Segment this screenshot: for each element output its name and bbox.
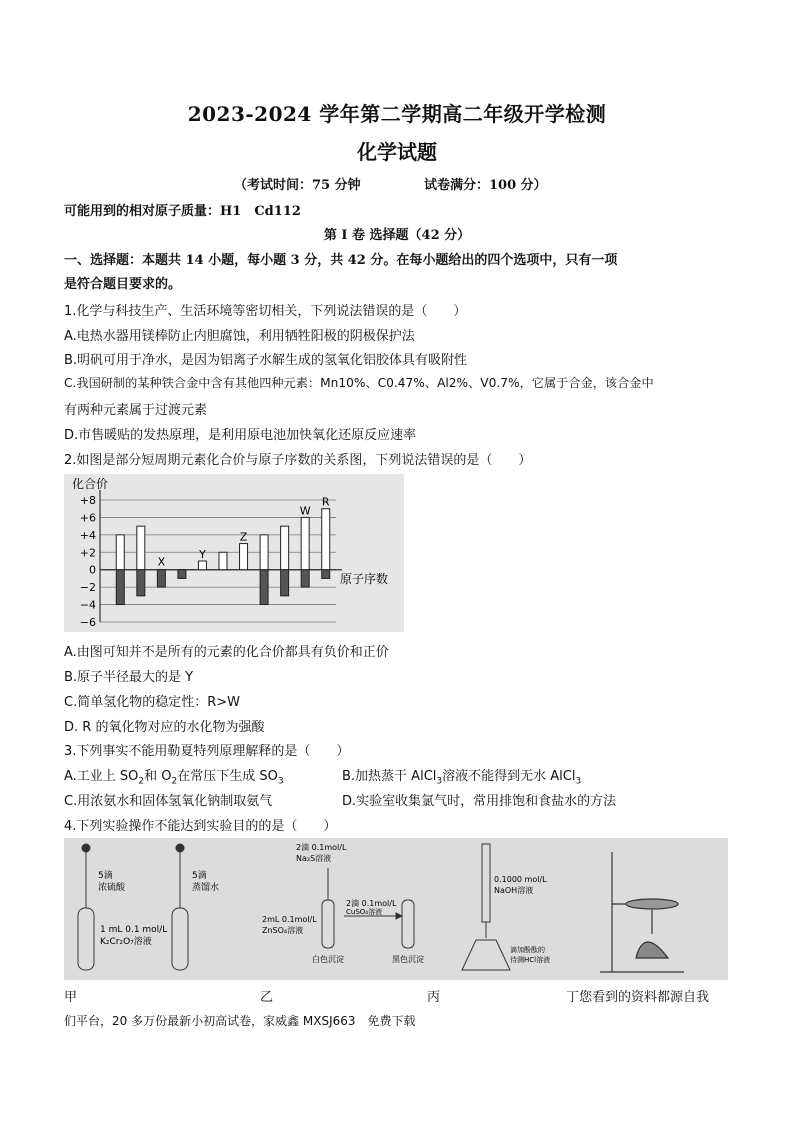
atomic-mass-note: 可能用到的相对原子质量：H1 Cd112 xyxy=(64,204,301,219)
jia-drop-2: 5滴 xyxy=(192,871,207,881)
y-tick-label: −4 xyxy=(79,598,96,612)
bar-label: W xyxy=(299,504,311,518)
jia-bulb-2 xyxy=(176,844,184,852)
yi-solution-2: ZnSO₄溶液 xyxy=(262,926,304,935)
question-1-option-d: D.市售暖贴的发热原理，是利用原电池加快氧化还原反应速率 xyxy=(64,428,417,443)
question-3-option-b xyxy=(342,765,581,787)
bar-negative xyxy=(281,570,289,596)
y-tick-label: 0 xyxy=(89,563,96,577)
bar-negative xyxy=(157,570,165,587)
jia-reagent-2: 蒸馏水 xyxy=(192,883,220,893)
bar-label: R xyxy=(321,495,330,509)
chart-xlabel: 原子序数 xyxy=(340,572,389,586)
yi-tube-1 xyxy=(322,900,334,948)
yi-white-precipitate: 白色沉淀 xyxy=(312,955,344,964)
jia-bulb-1 xyxy=(82,844,90,852)
bing-naoh: NaOH溶液 xyxy=(494,886,534,895)
bing-flask-label-2: 待测HCl溶液 xyxy=(510,956,551,964)
bar-label: X xyxy=(157,555,166,569)
jia-drop-1: 5滴 xyxy=(98,871,113,881)
question-2-option-c: C.简单氢化物的稳定性：R>W xyxy=(64,695,240,710)
bar-positive xyxy=(198,561,206,570)
bar-positive xyxy=(322,509,330,570)
q3b-text-1: B.加热蒸干 AlCl xyxy=(342,769,437,784)
bar-positive xyxy=(137,526,145,570)
experiment-figures-svg xyxy=(64,838,728,980)
yi-tube-2 xyxy=(402,900,414,948)
question-3-option-d: D.实验室收集氯气时，常用排饱和食盐水的方法 xyxy=(342,794,617,809)
bar-label: Y xyxy=(199,548,206,561)
q3a-sub-2: 2 xyxy=(171,776,178,787)
experiment-figures xyxy=(64,838,728,980)
chart-y-ticks xyxy=(80,494,96,629)
yi-arrow-label-1: 2滴 0.1mol/L xyxy=(346,899,397,908)
question-1-option-c-cont: 有两种元素属于过渡元素 xyxy=(64,403,208,418)
question-1-option-a: A.电热水器用镁棒防止内胆腐蚀，利用牺牲阳极的阴极保护法 xyxy=(64,329,415,344)
y-tick-label: +8 xyxy=(79,494,96,507)
question-4-stem: 4.下列实验操作不能达到实验目的的是（ ） xyxy=(64,819,337,834)
bing-concentration: 0.1000 mol/L xyxy=(494,875,547,884)
ding-lamp xyxy=(636,942,668,958)
y-tick-label: −2 xyxy=(79,581,96,595)
question-1-stem: 1.化学与科技生产、生活环境等密切相关，下列说法错误的是（ ） xyxy=(64,304,467,319)
q3a-text-1: A.工业上 SO xyxy=(64,769,139,784)
jia-tube-1 xyxy=(78,908,94,970)
q3b-sub-2: 3 xyxy=(575,776,582,787)
valence-chart-svg xyxy=(64,474,404,632)
yi-arrowhead xyxy=(396,913,402,919)
q3b-sub-1: 3 xyxy=(436,776,443,787)
bar-negative xyxy=(260,570,268,605)
question-1-option-c: C.我国研制的某种铁合金中含有其他四种元素：Mn10%、C0.47%、Al2%、V0.7%，它属于合金，该合金中 xyxy=(64,376,654,390)
bar-negative xyxy=(301,570,309,587)
chart-ylabel: 化合价 xyxy=(72,477,109,491)
bar-negative xyxy=(322,570,330,579)
bar-positive xyxy=(260,535,268,570)
exam-time: （考试时间：75 分钟 xyxy=(234,178,361,193)
yi-arrow-label-2: CuSO₄溶液 xyxy=(346,908,383,916)
chart-bars xyxy=(116,509,329,605)
figure-ding xyxy=(600,852,684,972)
y-tick-label: +4 xyxy=(79,528,96,542)
q3b-text-2: 溶液不能得到无水 AlCl xyxy=(442,769,576,784)
jia-solution-2: K₂Cr₂O₇溶液 xyxy=(100,937,152,947)
bar-negative xyxy=(116,570,124,605)
jia-tube-2 xyxy=(172,908,188,970)
q3a-text-2: 和 O xyxy=(144,769,172,784)
bar-negative xyxy=(178,570,186,579)
question-2-option-d: D. R 的氧化物对应的水化物为强酸 xyxy=(64,720,265,735)
bar-positive xyxy=(240,544,248,570)
y-tick-label: +2 xyxy=(79,546,96,560)
jia-solution-1: 1 mL 0.1 mol/L xyxy=(100,925,168,935)
yi-solution-1: 2mL 0.1mol/L xyxy=(262,915,317,924)
page-subtitle: 化学试题 xyxy=(357,140,437,164)
figure-label-ding: 丁您看到的资料都源自我 xyxy=(566,990,710,1005)
question-1-option-b: B.明矾可用于净水，是因为铝离子水解生成的氢氧化铝胶体具有吸附性 xyxy=(64,353,468,368)
figure-label-jia: 甲 xyxy=(64,990,78,1005)
figure-label-bing: 丙 xyxy=(427,990,441,1005)
figure-jia xyxy=(78,844,188,970)
instructions-line-2: 是符合题目要求的。 xyxy=(64,277,182,292)
yi-reagent: Na₂S溶液 xyxy=(296,854,332,863)
ding-evaporating-dish xyxy=(626,899,678,909)
y-tick-label: −6 xyxy=(79,616,96,629)
jia-reagent-1: 浓硫酸 xyxy=(98,883,126,893)
q3a-text-3: 在常压下生成 SO xyxy=(177,769,278,784)
bar-positive xyxy=(219,552,227,569)
bing-flask xyxy=(462,940,510,970)
bing-burette xyxy=(482,844,490,922)
bing-flask-label-1: 滴加酚酞的 xyxy=(510,946,545,954)
bar-positive xyxy=(301,517,309,569)
question-2-stem: 2.如图是部分短周期元素化合价与原子序数的关系图，下列说法错误的是（ ） xyxy=(64,453,532,468)
q3a-sub-3: 3 xyxy=(277,776,284,787)
full-score: 试卷满分：100 分） xyxy=(424,178,547,193)
figure-bing xyxy=(462,844,510,970)
yi-black-precipitate: 黑色沉淀 xyxy=(392,955,424,964)
bar-positive xyxy=(281,526,289,570)
page-title: 2023-2024 学年第二学期高二年级开学检测 xyxy=(187,102,607,126)
question-2-option-b: B.原子半径最大的是 Y xyxy=(64,670,194,685)
valence-chart xyxy=(64,474,404,632)
question-3-stem: 3.下列事实不能用勒夏特列原理解释的是（ ） xyxy=(64,744,350,759)
bar-negative xyxy=(137,570,145,596)
section-title: 第 I 卷 选择题（42 分） xyxy=(323,228,471,243)
y-tick-label: +6 xyxy=(79,511,96,525)
instructions-line-1: 一、选择题：本题共 14 小题，每小题 3 分，共 42 分。在每小题给出的四个选项中，只有一项 xyxy=(64,253,618,268)
q3a-sub-1: 2 xyxy=(138,776,145,787)
question-3-option-c: C.用浓氨水和固体氢氧化钠制取氨气 xyxy=(64,794,273,809)
footer-ad-text: 们平台，20 多万份最新小初高试卷，家威鑫 MXSJ663 免费下载 xyxy=(64,1014,416,1028)
question-3-option-a xyxy=(64,765,284,787)
question-2-option-a: A.由图可知并不是所有的元素的化合价都具有负价和正价 xyxy=(64,645,389,660)
figure-label-yi: 乙 xyxy=(260,990,274,1005)
bar-positive xyxy=(116,535,124,570)
bar-label: Z xyxy=(239,530,248,544)
yi-drop: 2滴 0.1mol/L xyxy=(296,843,347,852)
